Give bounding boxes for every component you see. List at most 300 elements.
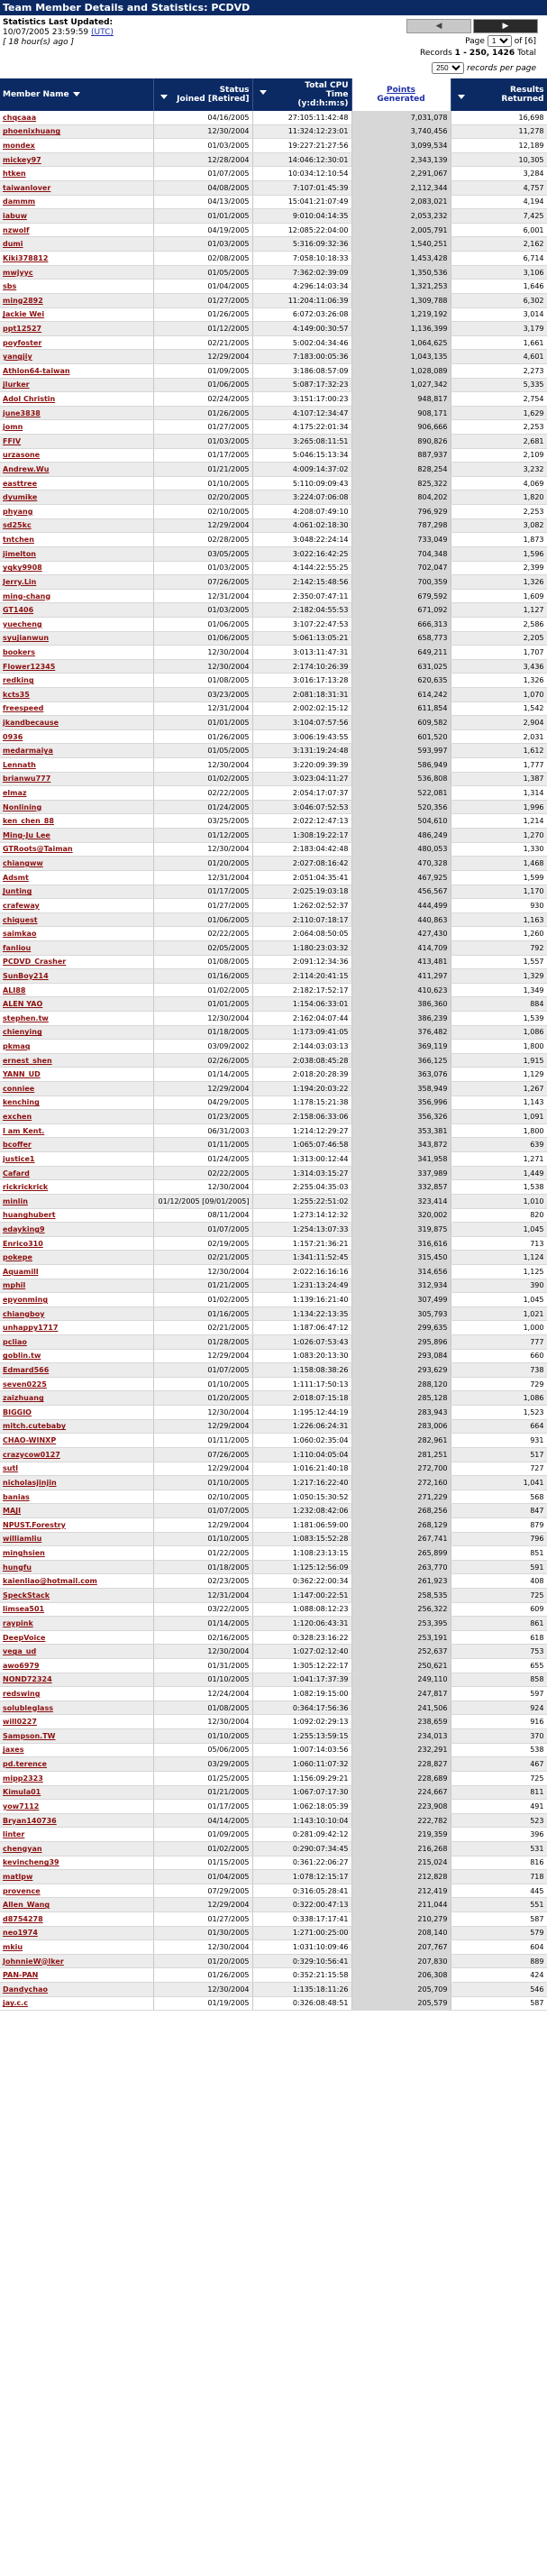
cell-joined: 01/10/2005 bbox=[153, 1532, 252, 1546]
member-link[interactable]: banias bbox=[3, 1492, 30, 1501]
member-link[interactable]: Flower12345 bbox=[3, 662, 56, 671]
member-link[interactable]: FFIV bbox=[3, 436, 22, 445]
member-link[interactable]: mwjyyc bbox=[3, 268, 33, 277]
member-link[interactable]: ALEN YAO bbox=[3, 1000, 43, 1009]
member-link[interactable]: sutl bbox=[3, 1464, 19, 1473]
cell-cpu: 3:104:07:57:56 bbox=[252, 716, 351, 730]
member-link[interactable]: matlpw bbox=[3, 1872, 33, 1881]
table-row bbox=[0, 899, 547, 913]
member-link[interactable]: GT1406 bbox=[3, 606, 34, 615]
cell-member bbox=[0, 857, 153, 871]
member-link[interactable]: kaienliao@hotmail.com bbox=[3, 1577, 97, 1586]
cell-joined: 01/12/2005 [09/01/2005] bbox=[153, 1194, 252, 1208]
cell-points: 369,119 bbox=[351, 1040, 451, 1054]
member-link[interactable]: Jackie Wei bbox=[3, 310, 45, 319]
member-link[interactable]: redswing bbox=[3, 1690, 41, 1699]
cell-joined: 01/07/2005 bbox=[153, 1223, 252, 1237]
cell-results: 370 bbox=[451, 1729, 547, 1744]
member-link[interactable]: Allen_Wang bbox=[3, 1901, 50, 1910]
member-link[interactable]: Nonlining bbox=[3, 802, 42, 811]
col-cpu-time[interactable] bbox=[252, 78, 351, 111]
cell-member bbox=[0, 223, 153, 237]
cell-results: 1,326 bbox=[451, 674, 547, 688]
cell-results: 861 bbox=[451, 1617, 547, 1631]
cell-member bbox=[0, 293, 153, 307]
table-row bbox=[0, 1391, 547, 1406]
member-link[interactable]: exchen bbox=[3, 1113, 32, 1122]
cell-member bbox=[0, 1574, 153, 1589]
cell-results: 1,596 bbox=[451, 546, 547, 561]
cell-joined: 01/03/2005 bbox=[153, 237, 252, 252]
cell-results: 6,001 bbox=[451, 223, 547, 237]
table-row bbox=[0, 800, 547, 814]
cell-points: 299,635 bbox=[351, 1321, 451, 1335]
cell-points: 206,308 bbox=[351, 1968, 451, 1983]
member-link[interactable]: phyang bbox=[3, 507, 33, 516]
member-link[interactable]: Junting bbox=[3, 887, 32, 896]
member-link[interactable]: limsea501 bbox=[3, 1605, 45, 1614]
member-link[interactable]: taiwanlover bbox=[3, 183, 51, 192]
member-link[interactable]: DeepVoice bbox=[3, 1633, 46, 1642]
cell-results: 1,612 bbox=[451, 744, 547, 758]
member-link[interactable]: kevincheng39 bbox=[3, 1858, 59, 1867]
member-link[interactable]: epyonming bbox=[3, 1295, 49, 1304]
member-link[interactable]: will0227 bbox=[3, 1718, 37, 1727]
cell-member bbox=[0, 1040, 153, 1054]
col-results[interactable] bbox=[451, 78, 547, 111]
cell-cpu: 1:273:14:12:32 bbox=[252, 1208, 351, 1223]
member-link[interactable]: ken_chen_88 bbox=[3, 817, 54, 826]
records-total: 1426 bbox=[492, 49, 515, 58]
table-row bbox=[0, 476, 547, 490]
member-link[interactable]: GTRoots@Taiman bbox=[3, 845, 73, 854]
cell-cpu: 1:016:21:40:18 bbox=[252, 1462, 351, 1476]
table-row bbox=[0, 252, 547, 266]
member-link[interactable]: jimelton bbox=[3, 549, 37, 558]
cell-results: 1,010 bbox=[451, 1194, 547, 1208]
member-link[interactable]: brianwu777 bbox=[3, 775, 51, 784]
member-link[interactable]: mphil bbox=[3, 1281, 26, 1290]
cell-results: 1,260 bbox=[451, 927, 547, 941]
member-link[interactable]: stephen.tw bbox=[3, 1013, 49, 1022]
member-link[interactable]: NPUST.Forestry bbox=[3, 1520, 66, 1529]
cell-points: 337,989 bbox=[351, 1166, 451, 1180]
cell-points: 1,321,253 bbox=[351, 280, 451, 294]
table-row bbox=[0, 1757, 547, 1772]
member-link[interactable]: syujianwun bbox=[3, 634, 50, 643]
member-link[interactable]: awo6979 bbox=[3, 1661, 40, 1670]
page-select[interactable] bbox=[488, 35, 512, 47]
member-link[interactable]: PAN-PAN bbox=[3, 1971, 39, 1980]
cell-member bbox=[0, 1954, 153, 1968]
cell-results: 1,045 bbox=[451, 1293, 547, 1307]
cell-cpu: 1:217:16:22:40 bbox=[252, 1476, 351, 1490]
cell-member bbox=[0, 124, 153, 139]
table-row bbox=[0, 1659, 547, 1673]
member-link[interactable]: Athlon64-taiwan bbox=[3, 366, 70, 375]
member-link[interactable]: htken bbox=[3, 170, 26, 179]
member-link[interactable]: goblin.tw bbox=[3, 1352, 41, 1361]
cell-joined: 03/09/2002 bbox=[153, 1040, 252, 1054]
table-row bbox=[0, 1560, 547, 1574]
cell-points: 295,896 bbox=[351, 1335, 451, 1350]
cell-cpu: 4:175:22:01:34 bbox=[252, 420, 351, 435]
cell-points: 312,934 bbox=[351, 1279, 451, 1293]
member-link[interactable]: mkiu bbox=[3, 1943, 23, 1952]
member-link[interactable]: I am Kent. bbox=[3, 1126, 45, 1135]
member-link[interactable]: Andrew.Wu bbox=[3, 465, 50, 474]
member-link[interactable]: jomn bbox=[3, 423, 23, 432]
member-link[interactable]: jlurker bbox=[3, 380, 30, 390]
table-row bbox=[0, 1349, 547, 1363]
sort-arrow-icon[interactable] bbox=[160, 95, 168, 99]
member-link[interactable]: medarmaiya bbox=[3, 747, 53, 756]
table-row bbox=[0, 546, 547, 561]
cell-results: 2,681 bbox=[451, 435, 547, 449]
member-link[interactable]: Cafard bbox=[3, 1169, 30, 1178]
member-link[interactable]: seven0225 bbox=[3, 1380, 47, 1389]
member-link[interactable]: linter bbox=[3, 1830, 25, 1839]
cell-joined: 01/11/2005 bbox=[153, 1434, 252, 1448]
cell-joined: 01/08/2005 bbox=[153, 674, 252, 688]
table-row bbox=[0, 1012, 547, 1026]
cell-points: 456,567 bbox=[351, 885, 451, 899]
cell-points: 413,481 bbox=[351, 955, 451, 969]
sort-arrow-icon[interactable] bbox=[73, 92, 80, 96]
table-row bbox=[0, 1884, 547, 1898]
member-link[interactable]: nicholasjinjin bbox=[3, 1478, 57, 1487]
col-joined[interactable] bbox=[153, 78, 252, 111]
cell-points: 271,229 bbox=[351, 1490, 451, 1504]
cell-results: 4,757 bbox=[451, 181, 547, 196]
cell-cpu: 2:182:17:52:17 bbox=[252, 983, 351, 997]
member-link[interactable]: tntchen bbox=[3, 536, 34, 545]
member-link[interactable]: yuecheng bbox=[3, 619, 42, 628]
cell-joined: 01/24/2005 bbox=[153, 800, 252, 814]
member-link[interactable]: Ming-Ju Lee bbox=[3, 830, 50, 839]
member-link[interactable]: edayking9 bbox=[3, 1224, 45, 1233]
cell-member bbox=[0, 1729, 153, 1744]
cell-results: 408 bbox=[451, 1574, 547, 1589]
member-link[interactable]: pd.terence bbox=[3, 1760, 47, 1769]
member-link[interactable]: rickrickrick bbox=[3, 1183, 49, 1192]
cell-member bbox=[0, 899, 153, 913]
member-link[interactable]: ming2892 bbox=[3, 296, 43, 305]
table-row bbox=[0, 786, 547, 801]
utc-link[interactable]: (UTC) bbox=[91, 28, 114, 37]
cell-joined: 12/30/2004 bbox=[153, 646, 252, 660]
cell-points: 2,083,021 bbox=[351, 195, 451, 209]
cell-cpu: 1:065:07:46:58 bbox=[252, 1138, 351, 1152]
member-link[interactable]: phoenixhuang bbox=[3, 127, 61, 136]
member-link[interactable]: sd25kc bbox=[3, 521, 32, 530]
table-row bbox=[0, 842, 547, 857]
cell-member bbox=[0, 1588, 153, 1602]
member-link[interactable]: Aquamill bbox=[3, 1267, 39, 1276]
member-link[interactable]: sbs bbox=[3, 282, 17, 291]
member-link[interactable]: PCDVD_Crasher bbox=[3, 958, 67, 967]
member-link[interactable]: minghsien bbox=[3, 1548, 45, 1557]
cell-cpu: 1:254:13:07:33 bbox=[252, 1223, 351, 1237]
table-row bbox=[0, 448, 547, 463]
member-link[interactable]: unhappy1717 bbox=[3, 1324, 59, 1333]
cell-points: 444,499 bbox=[351, 899, 451, 913]
cell-results: 727 bbox=[451, 1462, 547, 1476]
member-link[interactable]: Kiki378812 bbox=[3, 253, 49, 262]
table-row bbox=[0, 1194, 547, 1208]
cell-results: 609 bbox=[451, 1602, 547, 1617]
cell-joined: 01/10/2005 bbox=[153, 1377, 252, 1391]
table-row bbox=[0, 829, 547, 843]
table-row bbox=[0, 940, 547, 955]
member-link[interactable]: chiangww bbox=[3, 859, 43, 868]
member-link[interactable]: d8754278 bbox=[3, 1914, 43, 1923]
member-link[interactable]: vega_ud bbox=[3, 1647, 37, 1656]
cell-joined: 01/04/2005 bbox=[153, 1870, 252, 1884]
cell-points: 1,309,788 bbox=[351, 293, 451, 307]
cell-cpu: 1:231:13:24:49 bbox=[252, 1279, 351, 1293]
cell-cpu: 1:125:12:56:09 bbox=[252, 1560, 351, 1574]
cell-cpu: 19:227:21:27:56 bbox=[252, 139, 351, 153]
cell-joined: 03/22/2005 bbox=[153, 1602, 252, 1617]
cell-points: 320,002 bbox=[351, 1208, 451, 1223]
cell-joined: 01/27/2005 bbox=[153, 1912, 252, 1927]
cell-joined: 12/31/2004 bbox=[153, 701, 252, 716]
cell-points: 614,242 bbox=[351, 687, 451, 701]
cell-joined: 01/27/2005 bbox=[153, 293, 252, 307]
cell-joined: 01/01/2005 bbox=[153, 209, 252, 224]
cell-cpu: 0:326:08:48:51 bbox=[252, 1996, 351, 2011]
cell-results: 491 bbox=[451, 1800, 547, 1814]
cell-results: 655 bbox=[451, 1659, 547, 1673]
member-link[interactable]: mickey97 bbox=[3, 155, 41, 164]
cell-member bbox=[0, 800, 153, 814]
table-row bbox=[0, 1434, 547, 1448]
member-link[interactable]: nzwolf bbox=[3, 225, 30, 234]
member-link[interactable]: easttree bbox=[3, 479, 38, 488]
member-link[interactable]: mondex bbox=[3, 142, 35, 151]
member-link[interactable]: Bryan140736 bbox=[3, 1816, 57, 1825]
member-link[interactable]: kcts35 bbox=[3, 690, 30, 699]
member-link[interactable]: CHAO-WINXP bbox=[3, 1436, 57, 1445]
member-link[interactable]: Jerry.Lin bbox=[3, 577, 37, 586]
member-link[interactable]: dyumike bbox=[3, 493, 38, 502]
member-link[interactable]: urzasone bbox=[3, 451, 41, 460]
member-link[interactable]: SunBoy214 bbox=[3, 971, 49, 980]
cell-points: 890,826 bbox=[351, 435, 451, 449]
member-link[interactable]: neo1974 bbox=[3, 1929, 38, 1938]
member-link[interactable]: zaizhuang bbox=[3, 1394, 44, 1403]
member-link[interactable]: ALI88 bbox=[3, 985, 26, 995]
member-link[interactable]: freespeed bbox=[3, 704, 44, 713]
cell-cpu: 0:290:07:34:45 bbox=[252, 1841, 351, 1856]
member-link[interactable]: elmaz bbox=[3, 789, 27, 798]
cell-points: 7,031,078 bbox=[351, 111, 451, 124]
member-link[interactable]: yangjiy bbox=[3, 353, 32, 362]
cell-joined: 01/28/2005 bbox=[153, 1335, 252, 1350]
member-link[interactable]: provence bbox=[3, 1886, 41, 1895]
member-link[interactable]: chiangboy bbox=[3, 1309, 45, 1318]
member-link[interactable]: williamliu bbox=[3, 1535, 42, 1544]
cell-cpu: 0:329:10:56:41 bbox=[252, 1954, 351, 1968]
cell-results: 1,800 bbox=[451, 1040, 547, 1054]
cell-points: 1,540,251 bbox=[351, 237, 451, 252]
cell-joined: 07/29/2005 bbox=[153, 1884, 252, 1898]
member-link[interactable]: minlin bbox=[3, 1196, 28, 1205]
member-link[interactable]: chengyan bbox=[3, 1844, 42, 1853]
next-page-button[interactable] bbox=[473, 19, 538, 33]
prev-page-button[interactable] bbox=[406, 19, 471, 33]
member-link[interactable]: ming-chang bbox=[3, 591, 51, 600]
member-link[interactable]: Sampson.TW bbox=[3, 1731, 56, 1740]
member-link[interactable]: fanliou bbox=[3, 943, 32, 952]
member-link[interactable]: hungfu bbox=[3, 1563, 32, 1572]
member-link[interactable]: NOND72324 bbox=[3, 1675, 52, 1684]
col-member-name[interactable] bbox=[0, 78, 153, 111]
member-link[interactable]: poyfoster bbox=[3, 338, 42, 347]
cell-points: 282,961 bbox=[351, 1434, 451, 1448]
cell-member bbox=[0, 1870, 153, 1884]
member-link[interactable]: iabuw bbox=[3, 212, 27, 221]
member-link[interactable]: saimkao bbox=[3, 930, 37, 939]
member-link[interactable]: Lennath bbox=[3, 760, 36, 769]
table-row bbox=[0, 1729, 547, 1744]
member-link[interactable]: mipp2323 bbox=[3, 1774, 43, 1783]
cell-member bbox=[0, 912, 153, 927]
member-link[interactable]: jaxes bbox=[3, 1746, 24, 1755]
cell-joined: 01/10/2005 bbox=[153, 1476, 252, 1490]
member-link[interactable]: JohnnieW@lker bbox=[3, 1957, 64, 1966]
cell-points: 253,395 bbox=[351, 1617, 451, 1631]
member-link[interactable]: Edmard566 bbox=[3, 1366, 50, 1375]
member-link[interactable]: kenching bbox=[3, 1098, 40, 1107]
cell-points: 536,808 bbox=[351, 772, 451, 786]
cell-points: 305,793 bbox=[351, 1306, 451, 1321]
member-link[interactable]: justice1 bbox=[3, 1154, 35, 1163]
member-link[interactable]: dammm bbox=[3, 197, 36, 206]
member-link[interactable]: yow7112 bbox=[3, 1801, 40, 1811]
member-link[interactable]: bcoffer bbox=[3, 1141, 32, 1150]
member-link[interactable]: pokepe bbox=[3, 1253, 32, 1262]
cell-joined: 01/06/2005 bbox=[153, 378, 252, 392]
cell-points: 520,356 bbox=[351, 800, 451, 814]
sort-arrow-icon[interactable] bbox=[458, 95, 465, 99]
col-points[interactable] bbox=[351, 78, 451, 111]
records-per-page bbox=[432, 62, 536, 74]
member-link[interactable]: redking bbox=[3, 676, 34, 685]
cell-points: 258,535 bbox=[351, 1588, 451, 1602]
member-link[interactable]: Adsmt bbox=[3, 873, 29, 882]
cell-results: 1,314 bbox=[451, 786, 547, 801]
member-link[interactable]: Kimula01 bbox=[3, 1788, 41, 1797]
cell-joined: 01/20/2005 bbox=[153, 1954, 252, 1968]
member-link[interactable]: Dandychao bbox=[3, 1985, 49, 1994]
cell-member bbox=[0, 1813, 153, 1828]
cell-joined: 01/23/2005 bbox=[153, 1110, 252, 1124]
member-link[interactable]: yqky9908 bbox=[3, 564, 42, 573]
table-row bbox=[0, 280, 547, 294]
col-results-label: Results bbox=[509, 86, 544, 95]
member-link[interactable]: chienying bbox=[3, 1028, 42, 1037]
cell-results: 1,270 bbox=[451, 829, 547, 843]
member-link[interactable]: pcliao bbox=[3, 1337, 27, 1346]
member-link[interactable]: 0936 bbox=[3, 732, 23, 741]
member-link[interactable]: SpeckStack bbox=[3, 1591, 50, 1600]
member-link[interactable]: mitch.cutebaby bbox=[3, 1422, 67, 1431]
rpp-select[interactable] bbox=[432, 62, 464, 74]
member-link[interactable]: ernest_shen bbox=[3, 1056, 52, 1065]
member-link[interactable]: pkmaq bbox=[3, 1042, 31, 1051]
table-row bbox=[0, 139, 547, 153]
cell-member bbox=[0, 1800, 153, 1814]
member-link[interactable]: BIGGIO bbox=[3, 1407, 32, 1416]
cell-results: 1,523 bbox=[451, 1406, 547, 1420]
member-link[interactable]: dumi bbox=[3, 240, 23, 249]
member-link[interactable]: raypink bbox=[3, 1619, 33, 1627]
cell-cpu: 15:041:21:07:49 bbox=[252, 195, 351, 209]
member-link[interactable]: chiquest bbox=[3, 915, 38, 924]
member-link[interactable]: YANN_UD bbox=[3, 1070, 41, 1079]
cell-joined: 01/16/2005 bbox=[153, 969, 252, 984]
cell-joined: 01/20/2005 bbox=[153, 1391, 252, 1406]
cell-cpu: 1:187:06:47:12 bbox=[252, 1321, 351, 1335]
cell-points: 609,582 bbox=[351, 716, 451, 730]
cell-results: 1,330 bbox=[451, 842, 547, 857]
member-link[interactable]: bookers bbox=[3, 647, 35, 656]
member-link[interactable]: jkandbecause bbox=[3, 719, 59, 727]
cell-joined: 02/10/2005 bbox=[153, 1490, 252, 1504]
member-link[interactable]: huanghubert bbox=[3, 1211, 56, 1220]
cell-points: 1,453,428 bbox=[351, 252, 451, 266]
member-link[interactable]: conniee bbox=[3, 1084, 35, 1093]
cell-points: 787,298 bbox=[351, 518, 451, 533]
cell-points: 261,923 bbox=[351, 1574, 451, 1589]
table-row bbox=[0, 124, 547, 139]
page-label: Page bbox=[465, 37, 485, 46]
member-link[interactable]: ppt12527 bbox=[3, 324, 42, 333]
col-points-link[interactable]: Points bbox=[387, 86, 415, 95]
cell-member bbox=[0, 265, 153, 280]
cell-member bbox=[0, 1659, 153, 1673]
cell-cpu: 4:144:22:55:25 bbox=[252, 561, 351, 575]
cell-cpu: 0:352:21:15:58 bbox=[252, 1968, 351, 1983]
cell-joined: 01/26/2005 bbox=[153, 1968, 252, 1983]
cell-cpu: 2:158:06:33:06 bbox=[252, 1110, 351, 1124]
member-link[interactable]: Enrico310 bbox=[3, 1239, 43, 1248]
cell-cpu: 1:255:22:51:02 bbox=[252, 1194, 351, 1208]
cell-points: 224,667 bbox=[351, 1785, 451, 1800]
member-link[interactable]: chqcaaa bbox=[3, 113, 37, 122]
cell-cpu: 0:322:00:47:13 bbox=[252, 1898, 351, 1912]
member-link[interactable]: MAJI bbox=[3, 1507, 22, 1516]
cell-cpu: 1:082:19:15:00 bbox=[252, 1687, 351, 1701]
cell-cpu: 3:224:07:06:08 bbox=[252, 490, 351, 505]
cell-cpu: 3:151:17:00:23 bbox=[252, 392, 351, 407]
cell-member bbox=[0, 209, 153, 224]
member-link[interactable]: crazycow0127 bbox=[3, 1450, 60, 1459]
member-link[interactable]: crafeway bbox=[3, 901, 40, 910]
sort-arrow-icon[interactable] bbox=[260, 90, 267, 95]
cell-member bbox=[0, 167, 153, 181]
member-link[interactable]: Adol Christin bbox=[3, 394, 56, 403]
cell-member bbox=[0, 1223, 153, 1237]
cell-joined: 01/21/2005 bbox=[153, 1279, 252, 1293]
cell-member bbox=[0, 814, 153, 829]
cell-member bbox=[0, 1476, 153, 1490]
member-link[interactable]: june3838 bbox=[3, 408, 41, 417]
member-link[interactable]: jay.c.c bbox=[3, 1999, 28, 2008]
member-link[interactable]: solubleglass bbox=[3, 1703, 53, 1712]
